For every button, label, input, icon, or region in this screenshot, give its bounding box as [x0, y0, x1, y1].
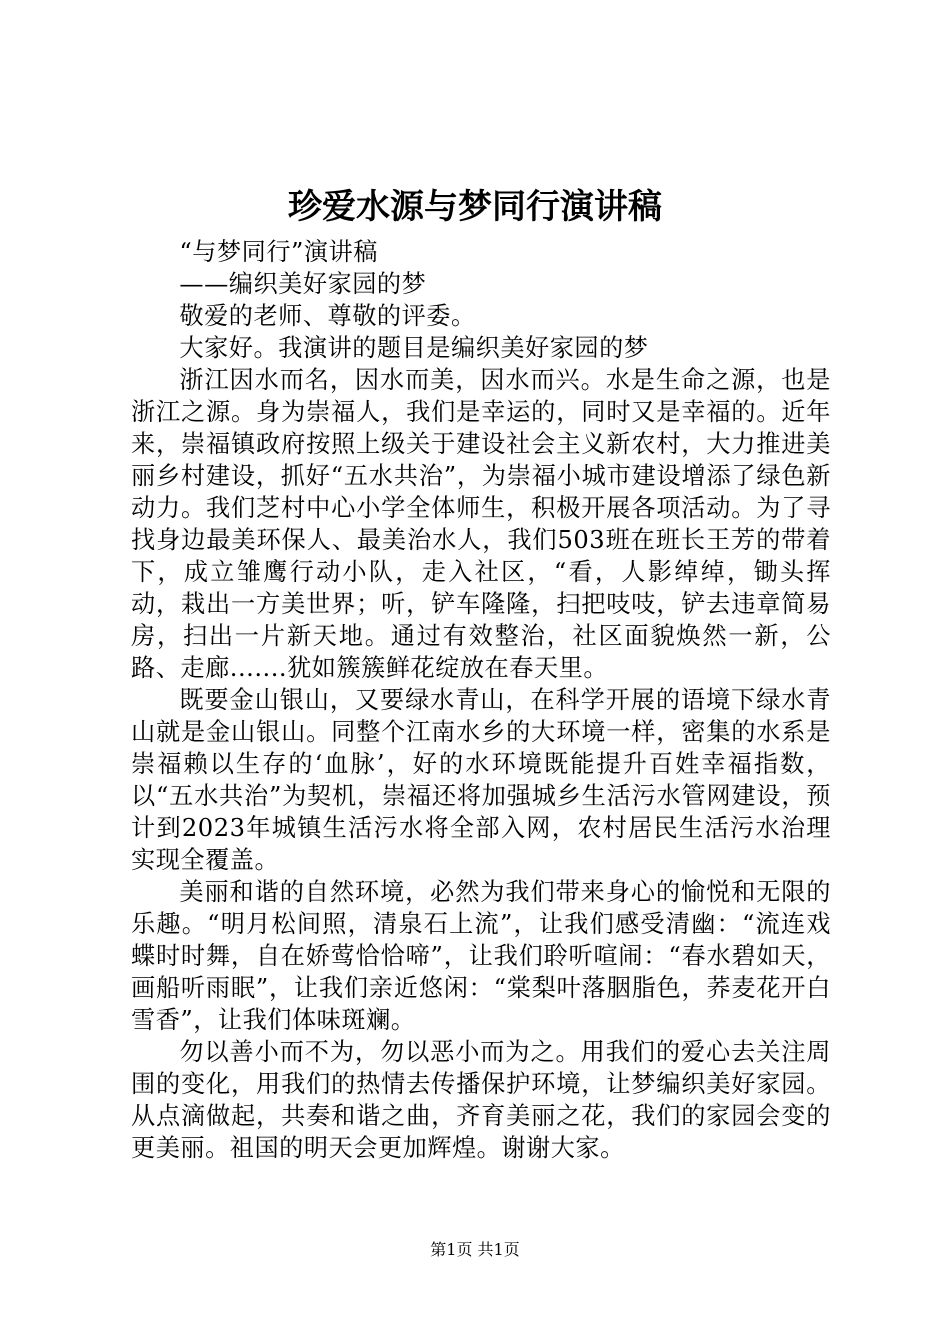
paragraph-body-4: 勿以善小而不为，勿以恶小而为之。用我们的爱心去关注周围的变化，用我们的热情去传播保护环境，让梦编织美好家园。从点滴做起，共奏和谐之曲，齐育美丽之花，我们的家园会变的更美丽。祖国的明天会更加辉煌。谢谢大家。	[131, 1038, 831, 1162]
paragraph-subtitle: ——编织美好家园的梦	[179, 270, 427, 298]
document-body	[131, 236, 831, 1164]
document-title: 珍爱水源与梦同行演讲稿	[288, 187, 662, 227]
page-footer: 第1页 共1页	[430, 1240, 520, 1259]
paragraph-body-3: 美丽和谐的自然环境，必然为我们带来身心的愉悦和无限的乐趣。“明月松间照，清泉石上流”，让我们感受清幽：“流连戏蝶时时舞，自在娇莺恰恰啼”，让我们聆听喧闹：“春水碧如天，画船听雨眠”，让我们亲近悠闲：“棠梨叶落胭脂色，荞麦花开白雪香”，让我们体味斑斓。	[131, 878, 831, 1034]
paragraph-greeting: 大家好。我演讲的题目是编织美好家园的梦	[179, 334, 649, 362]
paragraph-body-1: 浙江因水而名，因水而美，因水而兴。水是生命之源，也是浙江之源。身为崇福人，我们是幸运的，同时又是幸福的。近年来，崇福镇政府按照上级关于建设社会主义新农村，大力推进美丽乡村建设，抓好“五水共治”，为崇福小城市建设增添了绿色新动力。我们芝村中心小学全体师生，积极开展各项活动。为了寻找身边最美环保人、最美治水人，我们503班在班长王芳的带着下，成立雏鹰行动小队，走入社区，“看，人影绰绰，锄头挥动，栽出一方美世界；听，铲车隆隆，扫把吱吱，铲去违章简易房，扫出一片新天地。通过有效整治，社区面貌焕然一新，公路、走廊.......犹如簇簇鲜花绽放在春天里。	[131, 366, 831, 682]
paragraph-speech-heading: “与梦同行”演讲稿	[179, 238, 378, 266]
paragraph-salutation: 敬爱的老师、尊敬的评委。	[179, 302, 476, 330]
paragraph-body-2: 既要金山银山，又要绿水青山，在科学开展的语境下绿水青山就是金山银山。同整个江南水乡的大环境一样，密集的水系是崇福赖以生存的‘血脉’，好的水环境既能提升百姓幸福指数，以“五水共治”为契机，崇福还将加强城乡生活污水管网建设，预计到2023年城镇生活污水将全部入网，农村居民生活污水治理实现全覆盖。	[131, 686, 831, 874]
